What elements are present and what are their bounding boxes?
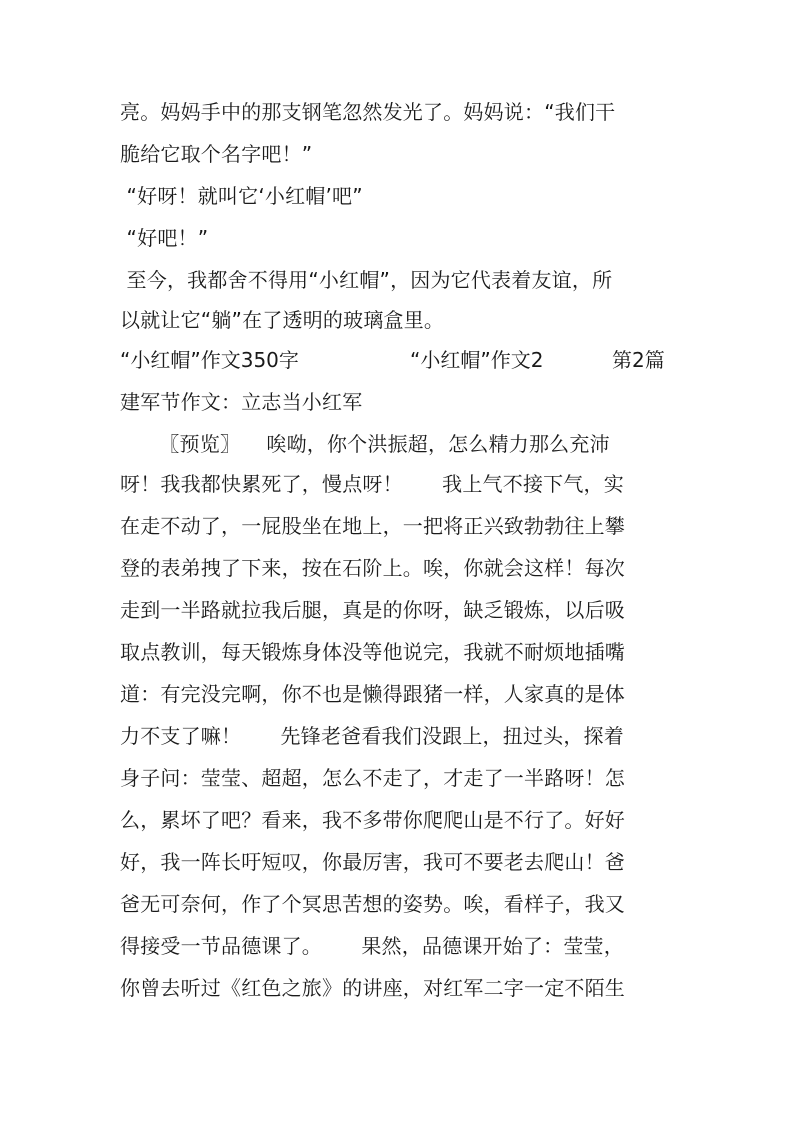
body-line: 走到一半路就拉我后腿，真是的你呀，缺乏锻炼，以后吸 — [120, 598, 625, 622]
article-title-row — [120, 346, 680, 486]
body-line: 在走不动了，一屁股坐在地上，一把将正兴致勃勃往上攀 — [120, 514, 625, 538]
body-line: 你曾去听过《红色之旅》的讲座，对红军二字一定不陌生 — [120, 976, 625, 1000]
body-line: 得接受一节品德课了。 果然，品德课开始了：莹莹， — [120, 934, 624, 958]
body-line: 么，累坏了吧？看来，我不多带你爬爬山是不行了。好好 — [120, 808, 625, 832]
body-line: 取点教训，每天锻炼身体没等他说完，我就不耐烦地插嘴 — [120, 640, 625, 664]
body-line: 爸无可奈何，作了个冥思苦想的姿势。唉，看样子，我又 — [120, 892, 625, 916]
body-line: 好，我一阵长吁短叹，你最厉害，我可不要老去爬山！爸 — [120, 850, 625, 874]
article-number: 第2篇 — [612, 348, 665, 372]
body-line: 〖预览〗 唉呦，你个洪振超，怎么精力那么充沛 — [120, 432, 610, 456]
text-line: 以就让它“躺”在了透明的玻璃盒里。 — [120, 308, 445, 332]
prev-title: “小红帽”作文350字 — [120, 348, 299, 372]
next-title: “小红帽”作文2 — [410, 348, 544, 372]
body-line: 登的表弟拽了下来，按在石阶上。唉，你就会这样！每次 — [120, 556, 625, 580]
body-line: 道：有完没完啊，你不也是懒得跟猪一样，人家真的是体 — [120, 682, 625, 706]
article-title: 建军节作文：立志当小红军 — [120, 390, 363, 414]
body-line: 身子问：莹莹、超超，怎么不走了，才走了一半路呀！怎 — [120, 766, 625, 790]
body-line: 呀！我我都快累死了，慢点呀！ 我上气不接下气，实 — [120, 472, 624, 496]
text-line: “好吧！” — [120, 226, 209, 250]
text-line: “好呀！就叫它‘小红帽’吧” — [120, 184, 363, 208]
text-line: 至今，我都舍不得用“小红帽”，因为它代表着友谊，所 — [120, 268, 613, 292]
text-line: 亮。妈妈手中的那支钢笔忽然发光了。妈妈说：“我们干 — [120, 100, 616, 124]
body-line: 力不支了嘛！ 先锋老爸看我们没跟上，扭过头，探着 — [120, 724, 624, 748]
text-line: 脆给它取个名字吧！” — [120, 142, 313, 166]
